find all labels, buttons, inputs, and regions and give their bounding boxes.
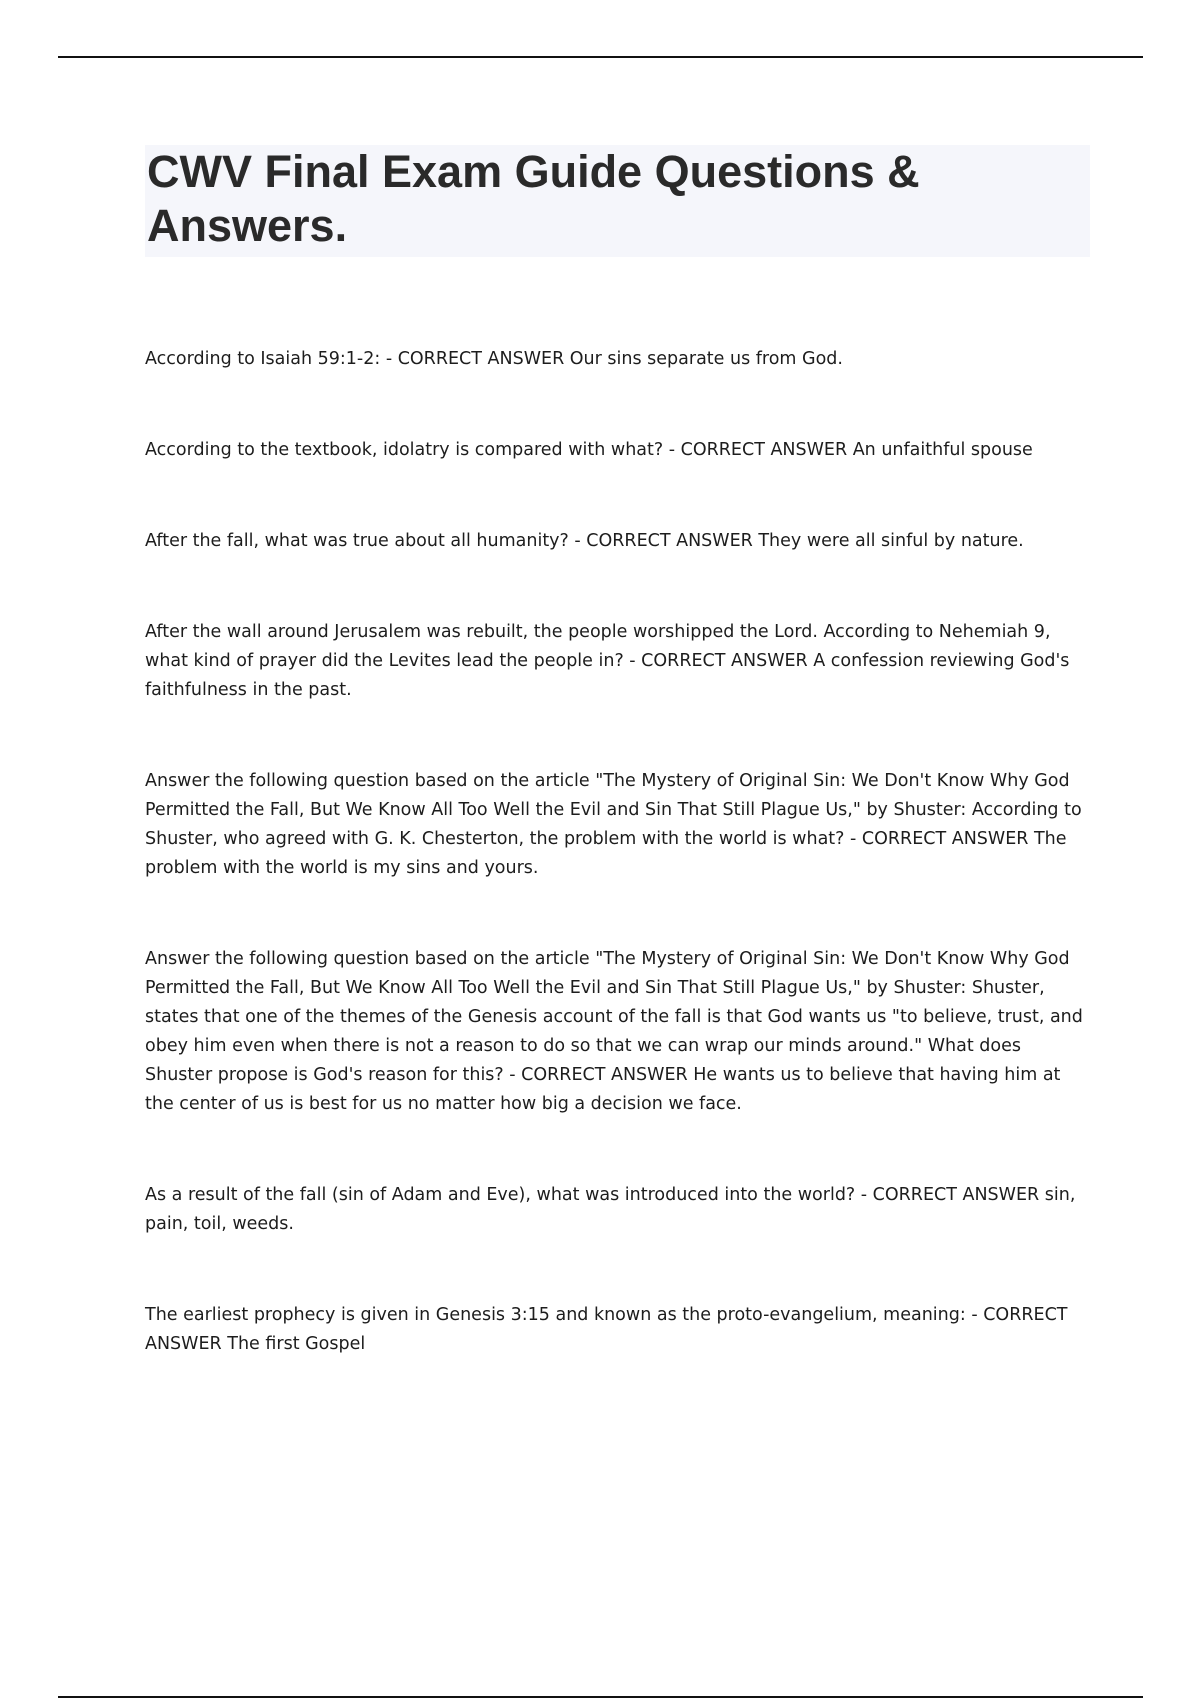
qa-item: According to Isaiah 59:1-2: - CORRECT ANSWER Our sins separate us from God. — [145, 349, 843, 369]
qa-item: After the fall, what was true about all humanity? - CORRECT ANSWER They were all sinful by nature. — [145, 531, 1024, 551]
qa-item: As a result of the fall (sin of Adam and Eve), what was introduced into the world? - CORRECT ANSWER sin, pain, toil, weeds. — [145, 1185, 1076, 1234]
header-rule — [58, 56, 1143, 58]
title-block — [145, 145, 1090, 257]
qa-item: The earliest prophecy is given in Genesis 3:15 and known as the proto-evangelium, meaning: - CORRECT ANSWER The first Gospel — [145, 1305, 1068, 1354]
footer-rule — [58, 1696, 1143, 1698]
document-title: CWV Final Exam Guide Questions & Answers. — [147, 146, 920, 251]
qa-item: Answer the following question based on the article "The Mystery of Original Sin: We Don't Know Why God Permitted the Fall, But We Know All Too Well the Evil and Sin That Still Plague Us," by Shuster: Shuster, states that one of the themes of the Genesis account of the fall is that God wants us "to believe, trust, and obey him even when there is not a reason to do so that we can wrap our minds around." What does Shuster propose is God's reason for this? - CORRECT ANSWER He wants us to believe that having him at the center of us is best for us no matter how big a decision we face. — [145, 949, 1083, 1114]
qa-item: According to the textbook, idolatry is compared with what? - CORRECT ANSWER An unfaithful spouse — [145, 440, 1033, 460]
qa-list — [145, 345, 1090, 1421]
qa-item: After the wall around Jerusalem was rebuilt, the people worshipped the Lord. According to Nehemiah 9, what kind of prayer did the Levites lead the people in? - CORRECT ANSWER A confession reviewing God's faithfulness in the past. — [145, 622, 1070, 700]
qa-item: Answer the following question based on the article "The Mystery of Original Sin: We Don't Know Why God Permitted the Fall, But We Know All Too Well the Evil and Sin That Still Plague Us," by Shuster: According to Shuster, who agreed with G. K. Chesterton, the problem with the world is what? - CORRECT ANSWER The problem with the world is my sins and yours. — [145, 771, 1082, 878]
